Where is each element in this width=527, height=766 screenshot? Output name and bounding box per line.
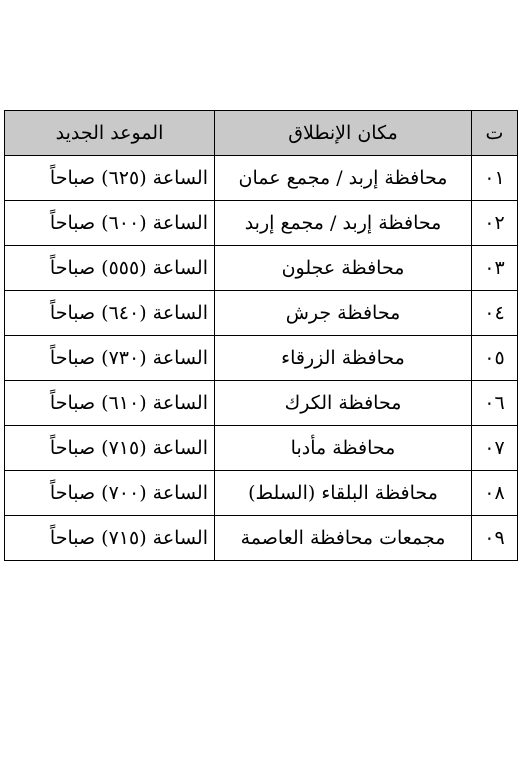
table-row: [5, 336, 518, 381]
header-number: ت: [472, 111, 518, 156]
header-row: [5, 111, 518, 156]
table-row: [5, 246, 518, 291]
table-row: [5, 426, 518, 471]
row-number: ٠٩: [472, 516, 518, 561]
table-header: [5, 111, 518, 156]
departure-place: محافظة مأدبا: [215, 426, 472, 471]
table-row: [5, 516, 518, 561]
table-row: [5, 291, 518, 336]
departure-time: الساعة (٦٢٥) صباحاً: [5, 156, 215, 201]
departure-time: الساعة (٦٤٠) صباحاً: [5, 291, 215, 336]
row-number: ٠٥: [472, 336, 518, 381]
departure-place: محافظة إربد / مجمع عمان: [215, 156, 472, 201]
departure-place: مجمعات محافظة العاصمة: [215, 516, 472, 561]
table-row: [5, 381, 518, 426]
row-number: ٠١: [472, 156, 518, 201]
departure-place: محافظة البلقاء (السلط): [215, 471, 472, 516]
departure-schedule-table: [4, 110, 518, 561]
departure-time: الساعة (٧٣٠) صباحاً: [5, 336, 215, 381]
departure-time: الساعة (٥٥٥) صباحاً: [5, 246, 215, 291]
table-body: [5, 156, 518, 561]
departure-place: محافظة الزرقاء: [215, 336, 472, 381]
departure-place: محافظة جرش: [215, 291, 472, 336]
departure-time: الساعة (٧١٥) صباحاً: [5, 426, 215, 471]
departure-place: محافظة عجلون: [215, 246, 472, 291]
table-row: [5, 201, 518, 246]
departure-time: الساعة (٧٠٠) صباحاً: [5, 471, 215, 516]
table-row: [5, 156, 518, 201]
row-number: ٠٧: [472, 426, 518, 471]
departure-time: الساعة (٦١٠) صباحاً: [5, 381, 215, 426]
row-number: ٠٣: [472, 246, 518, 291]
departure-time: الساعة (٦٠٠) صباحاً: [5, 201, 215, 246]
departure-place: محافظة الكرك: [215, 381, 472, 426]
departure-time: الساعة (٧١٥) صباحاً: [5, 516, 215, 561]
row-number: ٠٦: [472, 381, 518, 426]
row-number: ٠٢: [472, 201, 518, 246]
table-row: [5, 471, 518, 516]
row-number: ٠٤: [472, 291, 518, 336]
header-departure-place: مكان الإنطلاق: [215, 111, 472, 156]
row-number: ٠٨: [472, 471, 518, 516]
header-new-time: الموعد الجديد: [5, 111, 215, 156]
departure-place: محافظة إربد / مجمع إربد: [215, 201, 472, 246]
